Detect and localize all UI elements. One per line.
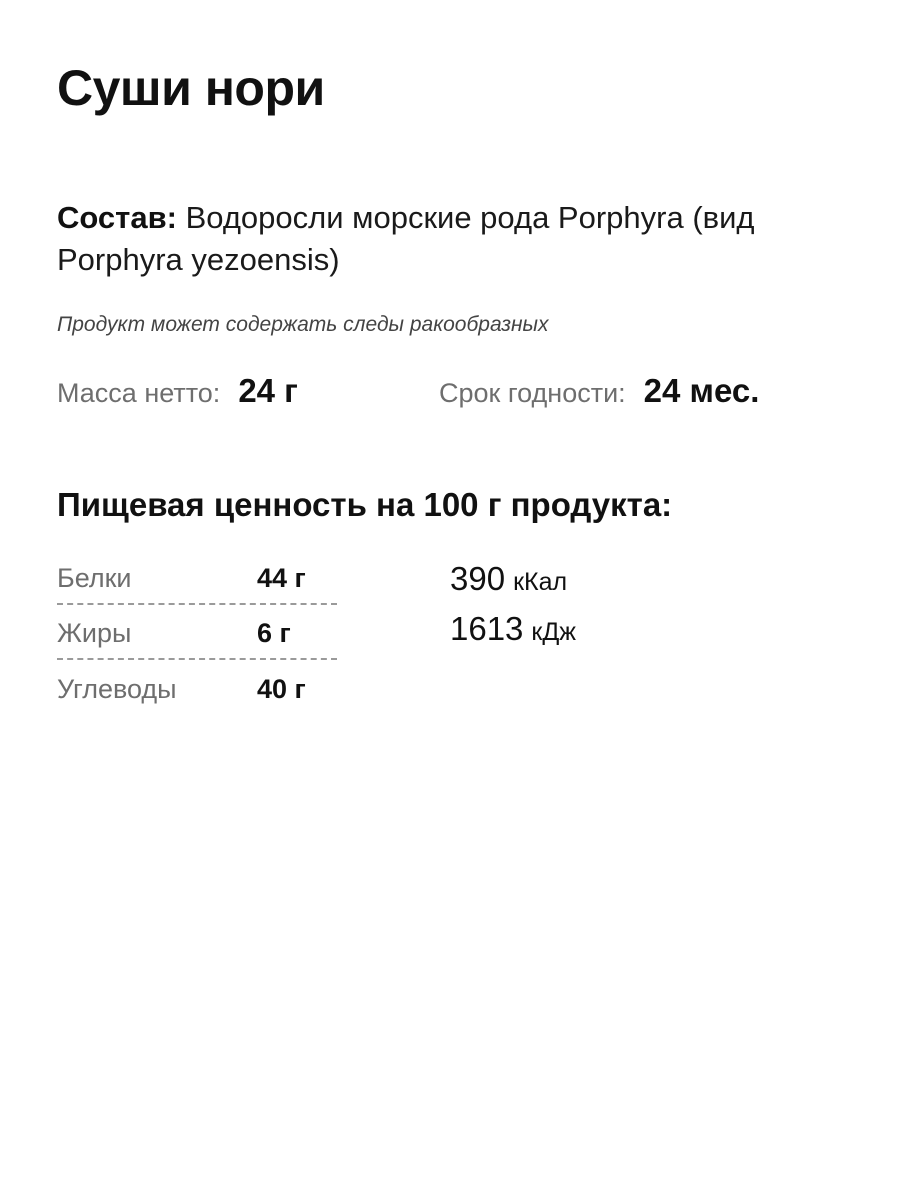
macro-table [57,553,337,718]
composition-label: Состав: [57,200,177,235]
allergen-note: Продукт может содержать следы ракообразных [57,313,549,336]
nutrition-title: Пищевая ценность на 100 г продукта: [57,486,673,523]
composition-block [57,197,847,281]
shelf-life-label: Срок годности: [439,378,626,408]
macro-row-fat [57,608,337,660]
energy-unit: кКал [513,568,568,596]
macro-label: Углеводы [57,673,177,704]
macro-value: 40 г [257,673,306,704]
shelf-life-value: 24 мес. [643,372,760,409]
net-weight-label: Масса нетто: [57,378,221,408]
product-title: Суши нори [57,60,325,116]
composition-text: Водоросли морские рода Porphyra (вид Porphyra yezoensis) [57,200,755,277]
energy-kj [450,610,576,660]
macro-value: 6 г [257,617,291,648]
energy-value: 390 [450,560,506,597]
macro-row-protein [57,553,337,605]
macro-label: Белки [57,562,132,593]
macro-label: Жиры [57,617,132,648]
energy-block [450,560,576,660]
net-weight [57,372,298,422]
shelf-life [439,372,759,422]
macro-row-carbs [57,663,337,715]
net-weight-value: 24 г [238,372,298,409]
energy-value: 1613 [450,610,524,647]
energy-unit: кДж [531,618,577,646]
energy-kcal [450,560,576,610]
macro-value: 44 г [257,562,306,593]
